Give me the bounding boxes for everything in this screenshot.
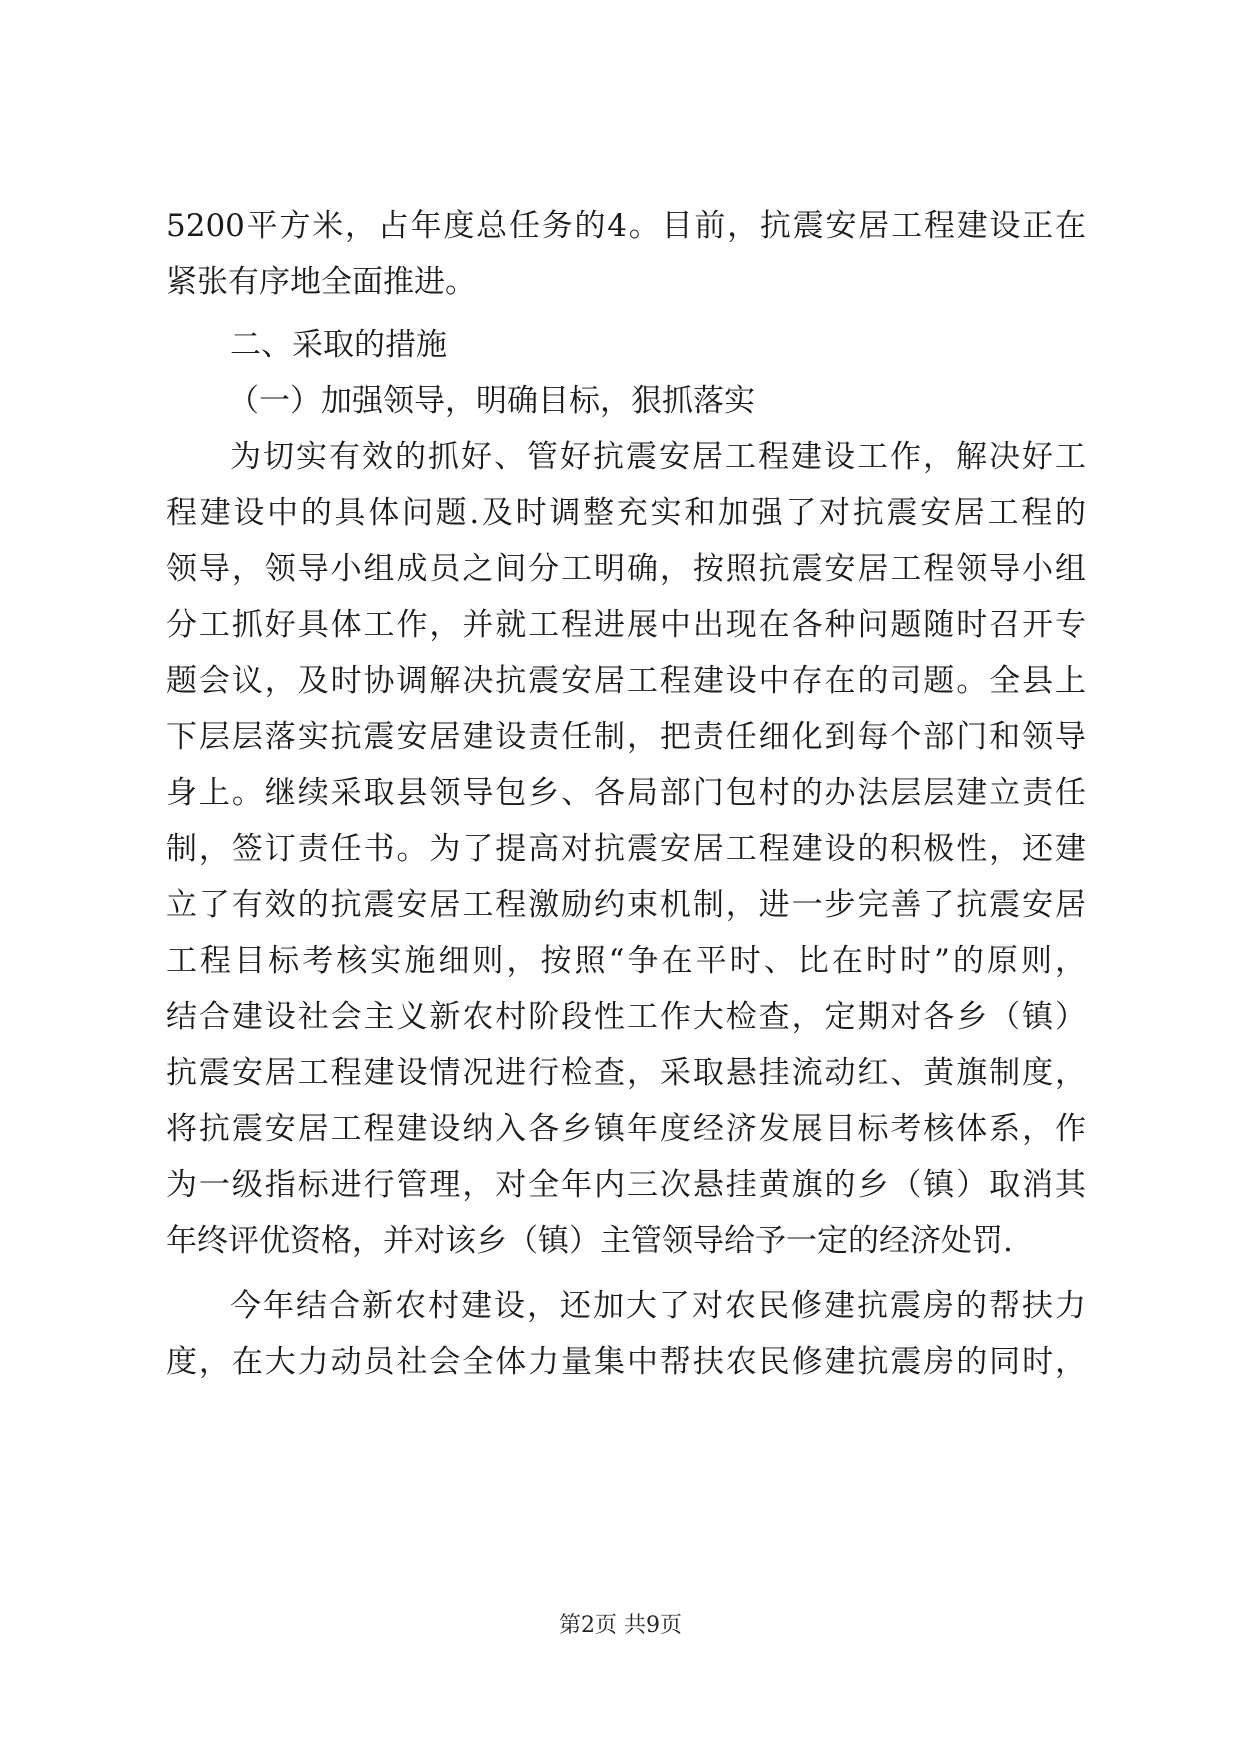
paragraph-line: 5200平方米，占年度总任务的4。目前，抗震安居工程建设正在 — [166, 208, 1086, 244]
page-footer: 第2页 共9页 — [559, 1613, 682, 1638]
paragraph-line: 今年结合新农村建设，还加大了对农民修建抗震房的帮扶力 — [230, 1288, 1086, 1324]
subsection-heading: （一）加强领导，明确目标，狠抓落实 — [228, 383, 755, 419]
paragraph-line: 结合建设社会主义新农村阶段性工作大检查，定期对各乡（镇） — [166, 999, 1086, 1035]
paragraph-line: 为切实有效的抓好、管好抗震安居工程建设工作，解决好工 — [230, 439, 1086, 475]
paragraph-line: 领导，领导小组成员之间分工明确，按照抗震安居工程领导小组 — [166, 551, 1086, 587]
paragraph-line: 紧张有序地全面推进。 — [166, 264, 476, 300]
paragraph-line: 制，签订责任书。为了提高对抗震安居工程建设的积极性，还建 — [166, 831, 1086, 867]
paragraph-line: 下层层落实抗震安居建设责任制，把责任细化到每个部门和领导 — [166, 719, 1086, 755]
paragraph-line: 抗震安居工程建设情况进行检查，采取悬挂流动红、黄旗制度， — [166, 1055, 1086, 1091]
paragraph-line: 题会议，及时协调解决抗震安居工程建设中存在的司题。全县上 — [166, 663, 1086, 699]
paragraph-line: 身上。继续采取县领导包乡、各局部门包村的办法层层建立责任 — [166, 775, 1086, 811]
paragraph-line: 工程目标考核实施细则，按照“争在平时、比在时时”的原则， — [166, 943, 1086, 979]
paragraph-line: 年终评优资格，并对该乡（镇）主管领导给予一定的经济处罚. — [166, 1223, 1013, 1259]
paragraph-line: 分工抓好具体工作，并就工程进展中出现在各种问题随时召开专 — [166, 607, 1086, 643]
paragraph-line: 程建设中的具体问题.及时调整充实和加强了对抗震安居工程的 — [166, 495, 1086, 531]
paragraph-line: 为一级指标进行管理，对全年内三次悬挂黄旗的乡（镇）取消其 — [166, 1167, 1086, 1203]
paragraph-line: 将抗震安居工程建设纳入各乡镇年度经济发展目标考核体系，作 — [166, 1111, 1086, 1147]
paragraph-line: 立了有效的抗震安居工程激励约束机制，进一步完善了抗震安居 — [166, 887, 1086, 923]
section-heading: 二、采取的措施 — [230, 327, 447, 363]
paragraph-line: 度，在大力动员社会全体力量集中帮扶农民修建抗震房的同时， — [166, 1344, 1086, 1380]
